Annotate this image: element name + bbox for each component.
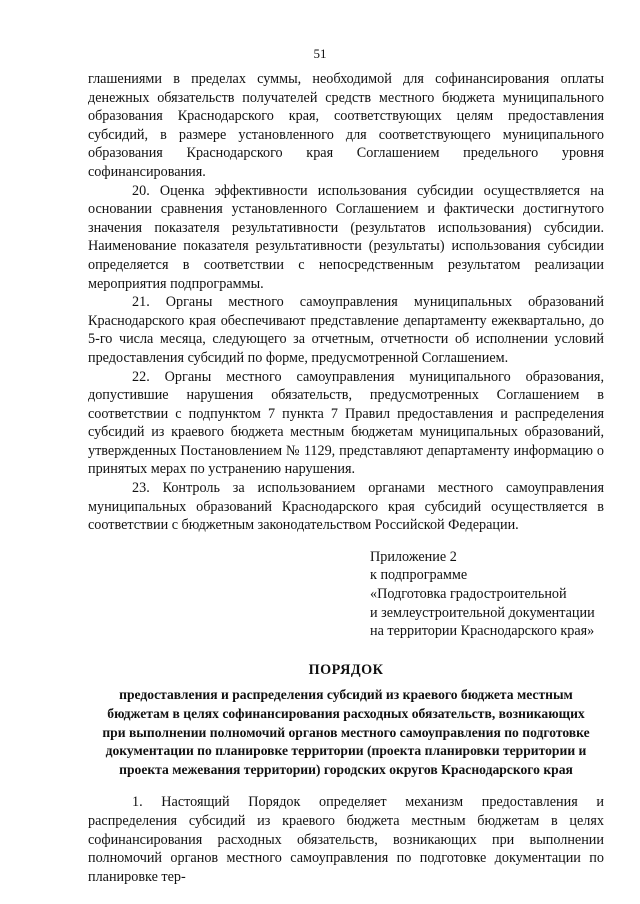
page-number: 51 <box>313 46 327 61</box>
section-paragraph-1: 1. Настоящий Порядок определяет механизм предоставления и распределения субсидий из краевого бюджета местным бюджетам в целях софинансирования расходных обязательств, возникающих при выполнении полномочий органов местного самоуправления по подготовке документации по планировке тер- <box>88 794 604 885</box>
document-body <box>88 70 604 886</box>
paragraph-continuation: глашениями в пределах суммы, необходимой для софинансирования оплаты денежных обязательств получателей средств местного бюджета муниципального образования Краснодарского края, соответствующих целям предоставления субсидий, в размере установленного для соответствующего муниципального образования Краснодарского края Соглашением предельного уровня софинансирования. <box>88 71 604 180</box>
appendix-line: Приложение 2 <box>370 548 457 565</box>
appendix-heading <box>370 548 604 641</box>
paragraph-22: 22. Органы местного самоуправления муниципального образования, допустившие нарушения обязательств, предусмотренных Соглашением в соответствии с подпунктом 7 пункта 7 Правил предоставления и распределения субсидий из краевого бюджета местным бюджетам муниципальных образований, утвержденных Постановлением № 1129, представляют департаменту информацию о принятых мерах по устранению нарушения. <box>88 368 604 478</box>
section-subtitle: предоставления и распределения субсидий из краевого бюджета местным бюджетам в целях софинансирования расходных обязательств, возникающих при выполнении полномочий органов местного самоуправления по подготовке документации по планировке территории (проекта планировки территории и проекта межевания территории) городских округов Краснодарского края <box>102 687 590 777</box>
section-title: ПОРЯДОК <box>308 661 384 678</box>
appendix-line: «Подготовка градостроительной <box>370 586 567 603</box>
appendix-line: и землеустроительной документации <box>370 604 595 621</box>
appendix-line: к подпрограмме <box>370 567 468 584</box>
paragraph-21: 21. Органы местного самоуправления муниципальных образований Краснодарского края обеспечивают представление департаменту ежеквартально, до 5-го числа месяца, следующего за отчетным, отчетности об исполнении условий предоставления субсидий по форме, предусмотренной Соглашением. <box>88 294 604 366</box>
appendix-line: на территории Краснодарского края» <box>370 623 595 640</box>
paragraph-23: 23. Контроль за использованием органами местного самоуправления муниципальных образований Краснодарского края субсидий осуществляется в соответствии с бюджетным законодательством Российской Федерации. <box>88 480 604 534</box>
paragraph-20: 20. Оценка эффективности использования субсидии осуществляется на основании сравнения установленного Соглашением и фактически достигнутого значения показателя результативности (результатов использования) субсидии. Наименование показателя результативности (результаты) использования субсидии определяется в соответствии с непосредственным результатом реализации мероприятия подпрограммы. <box>88 182 604 292</box>
